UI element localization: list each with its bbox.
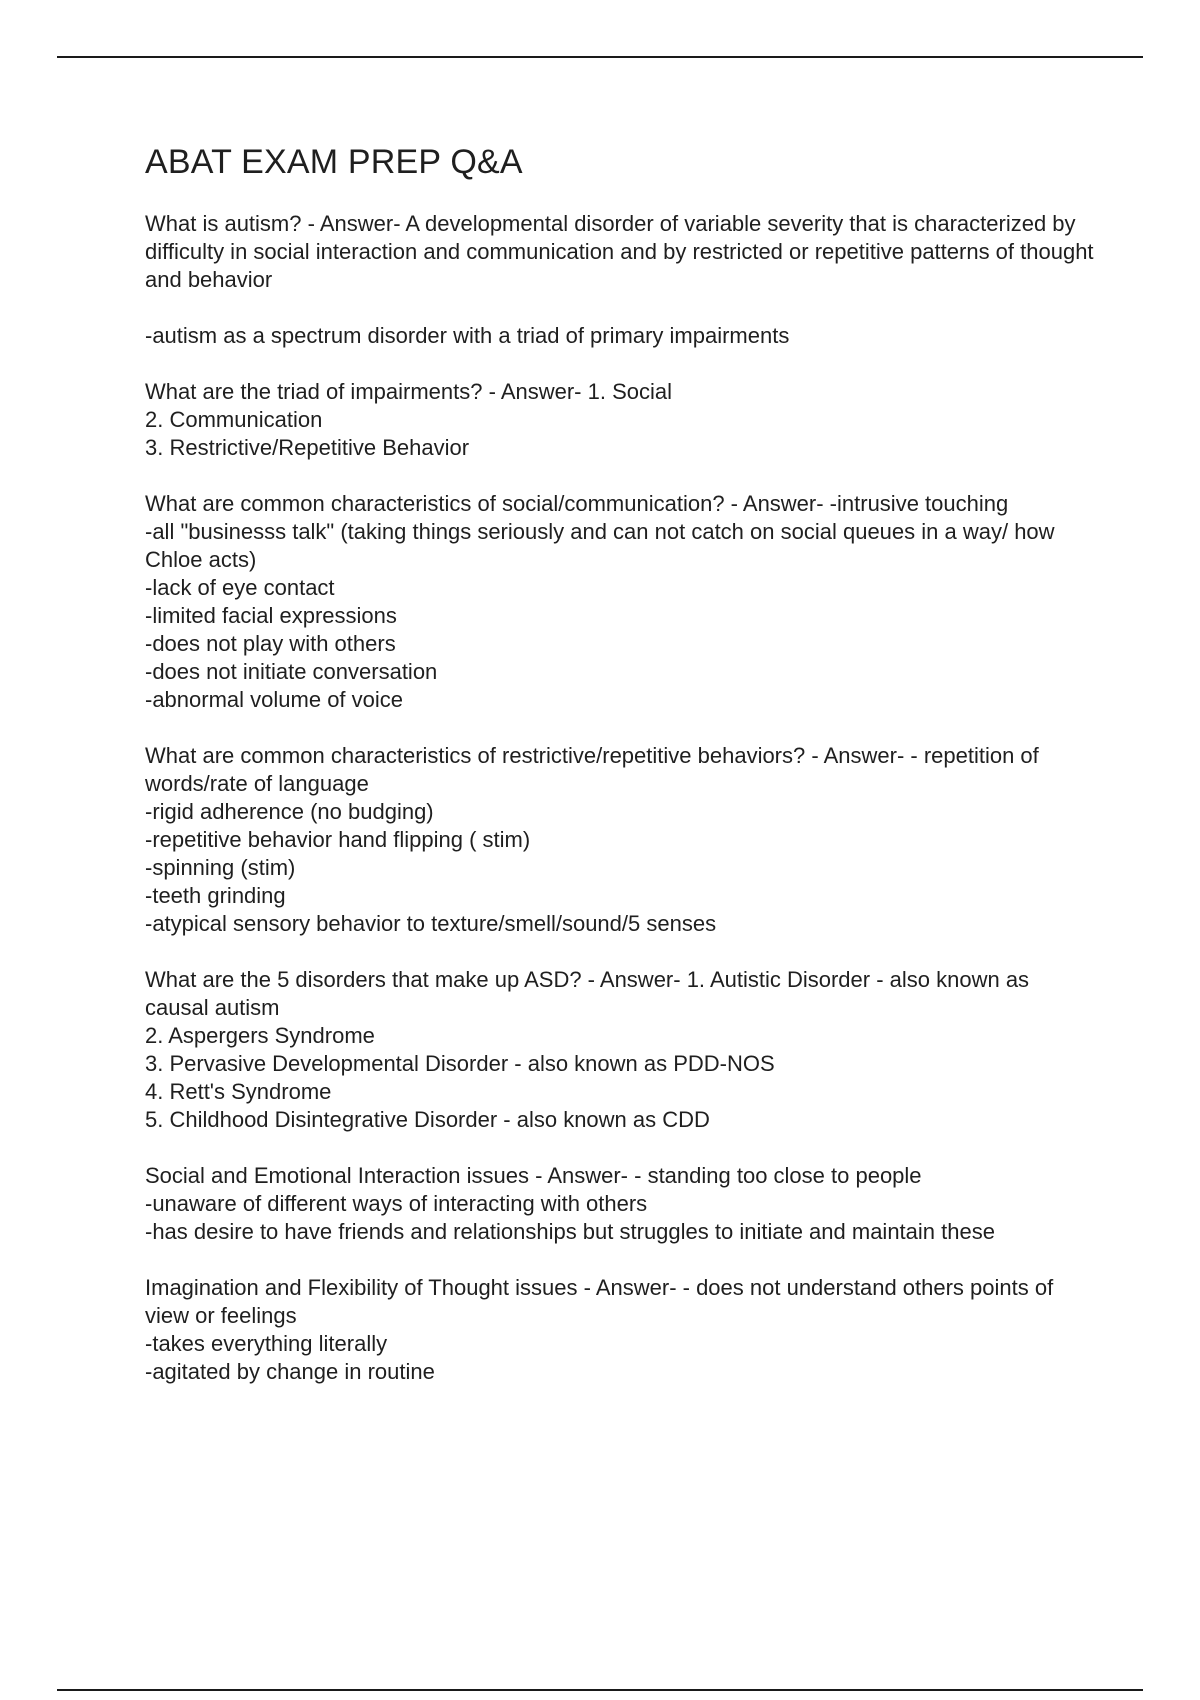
qa-block-social-communication: What are common characteristics of social/communication? - Answer- -intrusive touching -all "businesss talk" (taking things seriously and can not catch on social queues in a way/ how Chloe acts) -lack of eye contact -limited facial expressions -does not play with others -does not initiate conversation -abnormal volume of voice (145, 491, 1055, 712)
qa-block-triad: What are the triad of impairments? - Answer- 1. Social 2. Communication 3. Restrictive/Repetitive Behavior (145, 379, 672, 460)
qa-block-asd-disorders: What are the 5 disorders that make up ASD? - Answer- 1. Autistic Disorder - also known as causal autism 2. Aspergers Syndrome 3. Pervasive Developmental Disorder - also known as PDD-NOS 4. Rett's Syndrome 5. Childhood Disintegrative Disorder - also known as CDD (145, 967, 1030, 1132)
qa-block-autism-definition: What is autism? - Answer- A developmental disorder of variable severity that is characterized by difficulty in social interaction and communication and by restricted or repetitive patterns of thought and behavior (145, 211, 1100, 292)
qa-block-imagination-flexibility: Imagination and Flexibility of Thought issues - Answer- - does not understand others points of view or feelings -takes everything literally -agitated by change in routine (145, 1275, 1054, 1384)
top-divider (57, 56, 1143, 58)
document-body (145, 142, 1100, 1414)
qa-block-restrictive-repetitive: What are common characteristics of restrictive/repetitive behaviors? - Answer- - repetition of words/rate of language -rigid adherence (no budging) -repetitive behavior hand flipping ( stim) -spinning (stim) -teeth grinding -atypical sensory behavior to texture/smell/sound/5 senses (145, 743, 1039, 936)
qa-block-spectrum-note: -autism as a spectrum disorder with a triad of primary impairments (145, 323, 790, 348)
qa-block-social-emotional: Social and Emotional Interaction issues - Answer- - standing too close to people -unaware of different ways of interacting with others -has desire to have friends and relationships but struggles to initiate and maintain these (145, 1163, 995, 1244)
document-title: ABAT EXAM PREP Q&A (145, 143, 523, 181)
bottom-divider (57, 1689, 1143, 1691)
